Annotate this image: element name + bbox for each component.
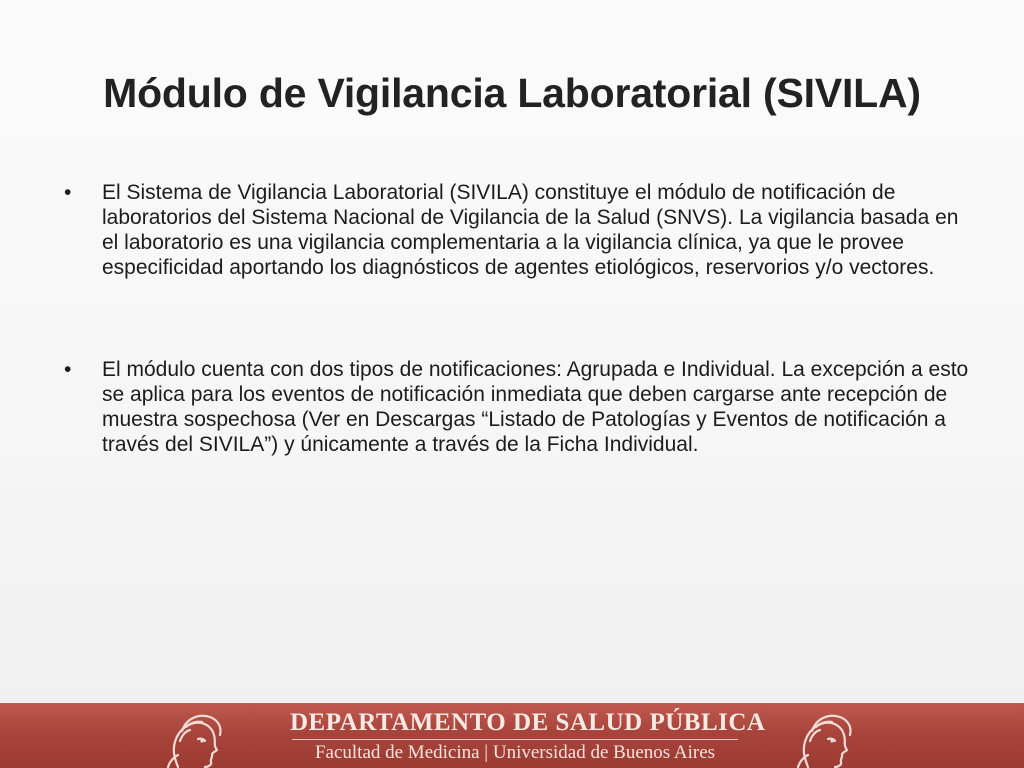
footer-banner <box>0 703 1024 768</box>
bullet-item <box>64 357 974 457</box>
head-profile-emblem-icon <box>790 705 860 768</box>
bullet-marker: • <box>64 181 72 204</box>
bullet-item <box>64 180 974 280</box>
head-profile-emblem-icon <box>160 705 230 768</box>
bullet-text: El módulo cuenta con dos tipos de notificaciones: Agrupada e Individual. La excepción a esto se aplica para los eventos de notificación inmediata que deben cargarse ante recepción de muestra sospechosa (Ver en Descargas “Listado de Patologías y Eventos de notificación a través del SIVILA”) y únicamente a través de la Ficha Individual. <box>102 358 969 456</box>
bullet-marker: • <box>64 358 72 381</box>
footer-department-title: DEPARTAMENTO DE SALUD PÚBLICA <box>290 709 766 736</box>
bullet-list <box>64 180 974 457</box>
slide-title: Módulo de Vigilancia Laboratorial (SIVILA) <box>103 70 921 116</box>
bullet-text: El Sistema de Vigilancia Laboratorial (SIVILA) constituye el módulo de notificación de laboratorios del Sistema Nacional de Vigilancia de la Salud (SNVS). La vigilancia basada en el laboratorio es una vigilancia complementaria a la vigilancia clínica, ya que le provee especificidad aportando los diagnósticos de agentes etiológicos, reservorios y/o vectores. <box>102 181 959 279</box>
footer-institution-subtitle: Facultad de Medicina | Universidad de Buenos Aires <box>314 742 716 763</box>
footer-divider <box>292 739 738 740</box>
